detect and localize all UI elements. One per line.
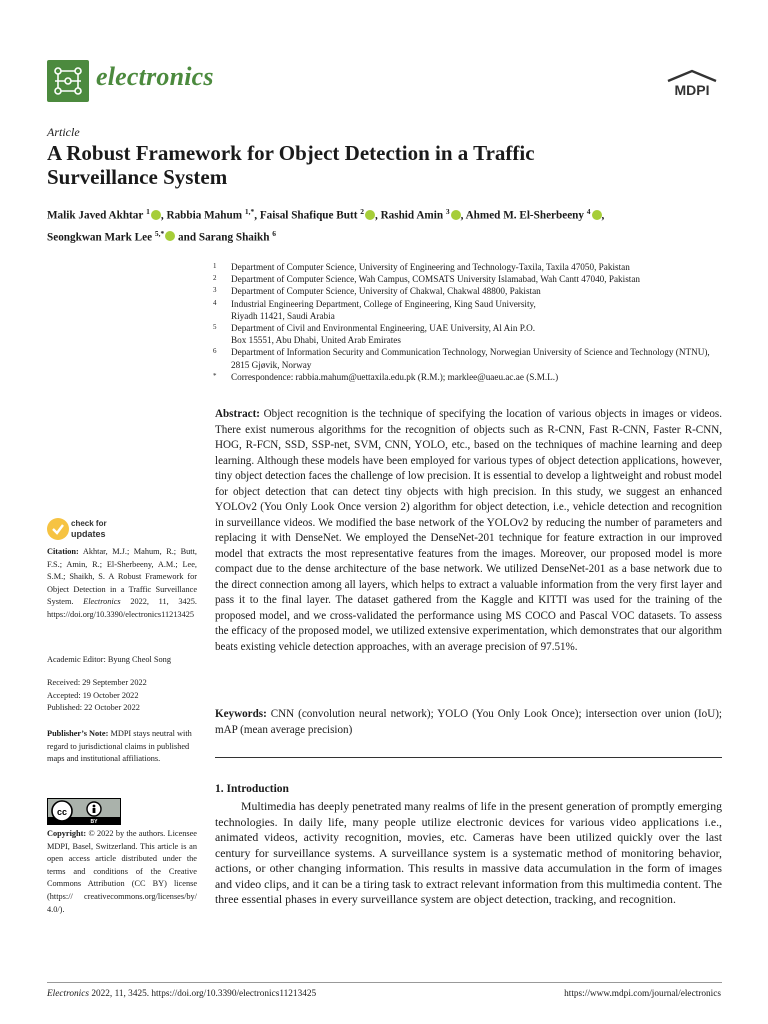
affiliation-item: 3 Department of Computer Science, University of Chakwal, Chakwal 48800, Pakistan xyxy=(213,286,541,297)
mdpi-logo-icon xyxy=(664,69,720,99)
orcid-icon[interactable] xyxy=(451,210,461,220)
author-affil: 2 xyxy=(360,207,364,216)
publication-dates xyxy=(47,677,197,715)
section-divider xyxy=(215,757,722,758)
affiliation-item: 2 Department of Computer Science, Wah Campus, COMSATS University Islamabad, Wah Cantt 47040, Pakistan xyxy=(213,274,641,285)
published-date: Published: 22 October 2022 xyxy=(47,703,140,713)
orcid-icon[interactable] xyxy=(365,210,375,220)
author-line-1: Malik Javed Akhtar $^1$ , Rabbia Mahum $^{1,*}$, Faisal Shafique Butt $^2$ , Rashid Amin $^3$ , Ahmed M. El-Sherbeeny $^4$ , xyxy=(47,207,605,222)
keywords xyxy=(215,707,722,738)
orcid-icon[interactable] xyxy=(165,231,175,241)
affiliation-item: 5 Department of Civil and Environmental Engineering, UAE University, Al Ain P.O. Box 15551, Abu Dhabi, United Arab Emirates xyxy=(213,323,536,346)
footer-divider xyxy=(47,982,722,983)
check-updates-icon[interactable] xyxy=(47,518,69,540)
paper-title xyxy=(47,141,727,189)
abstract xyxy=(215,407,722,655)
abstract-label: Abstract: xyxy=(215,408,260,420)
correspondence[interactable]: * Correspondence: rabbia.mahum@uettaxila.edu.pk (R.M.); marklee@uaeu.ac.ae (S.M.L.) xyxy=(213,371,559,382)
author-name[interactable]: Sarang Shaikh xyxy=(198,231,270,244)
orcid-icon[interactable] xyxy=(592,210,602,220)
journal-logo-icon xyxy=(47,60,89,102)
title-line-2: Surveillance System xyxy=(47,165,228,189)
author-affil: 1 xyxy=(146,207,150,216)
academic-editor: Academic Editor: Byung Cheol Song xyxy=(47,655,171,664)
affiliation-item: 6 Department of Information Security and Communication Technology, Norwegian University of Science and Technology (NTNU), 2815 Gjøvik, Norway xyxy=(213,347,710,370)
orcid-icon[interactable] xyxy=(151,210,161,220)
keywords-text: CNN (convolution neural network); YOLO (You Only Look Once); intersection over union (IoU); mAP (mean average precision) xyxy=(215,708,722,736)
author-affil: 3 xyxy=(445,207,450,216)
introduction-paragraph: Multimedia has deeply penetrated many realms of life in the present generation of promptly emerging technologies. In daily life, many people utilize electronic devices for various video applications i.e., animated videos, activity recognition, movies, etc. Cameras have been utilized quickly over the last century for surveillance systems. A surveillance system is a systematic method of monitoring behavior, actions, or other changing information. This results in massive data accumulation in the form of images and video clips, and it can be a tiring task to extract relevant information from this multimedia content. The three essential phases in every surveillance system are object detection, tracking, and recognition. xyxy=(215,799,722,906)
footer-doi-link[interactable]: 2022, 11, 3425. https://doi.org/10.3390/electronics11213425 xyxy=(91,989,317,999)
affiliation-list xyxy=(213,261,725,383)
check-updates-label[interactable]: updates xyxy=(71,529,106,539)
title-line-1: A Robust Framework for Object Detection in a Traffic xyxy=(47,141,535,165)
publisher-note: Publisher’s Note: MDPI stays neutral with regard to jurisdictional claims in published maps and institutional affiliations. xyxy=(47,729,192,764)
author-affil: 4 xyxy=(586,207,591,216)
author-name[interactable]: Ahmed M. El-Sherbeeny xyxy=(465,209,584,222)
journal-name: electronics xyxy=(96,62,214,91)
author-joiner: and xyxy=(178,231,197,244)
publisher-name: MDPI xyxy=(674,82,710,98)
article-type: Article xyxy=(47,125,80,139)
keywords-label: Keywords: xyxy=(215,708,267,720)
author-list xyxy=(47,203,727,246)
author-affil: 1,* xyxy=(244,207,255,216)
section-heading: 1. Introduction xyxy=(215,783,289,795)
affiliation-item: 4 Industrial Engineering Department, College of Engineering, King Saud University, Riyadh 11421, Saudi Arabia xyxy=(213,298,536,321)
cc-by-license-icon[interactable] xyxy=(47,798,121,825)
accepted-date: Accepted: 19 October 2022 xyxy=(47,690,139,700)
author-name[interactable]: Malik Javed Akhtar xyxy=(47,209,144,222)
citation-doi-link[interactable]: 2022, 11, 3425. https://doi.org/10.3390/electronics11213425 xyxy=(47,597,198,619)
footer-journal-url[interactable]: https://www.mdpi.com/journal/electronics xyxy=(564,989,721,999)
check-updates-label[interactable]: check for xyxy=(71,519,107,528)
svg-text:cc: cc xyxy=(56,807,68,817)
copyright-notice: Copyright: © 2022 by the authors. Licensee MDPI, Basel, Switzerland. This article is an open access article distributed under the terms and conditions of the Creative Commons Attribution (CC BY) license (https:// creativecommons.org/licenses/by/ 4.0/). xyxy=(47,829,197,914)
footer-citation: Electronics 2022, 11, 3425. https://doi.org/10.3390/electronics11213425 xyxy=(47,989,317,999)
affiliation-item: 1 Department of Computer Science, University of Engineering and Technology-Taxila, Taxila 47050, Pakistan xyxy=(213,262,630,272)
svg-text:BY: BY xyxy=(90,819,98,824)
citation-block: Citation: Akhtar, M.J.; Mahum, R.; Butt, F.S.; Amin, R.; El-Sherbeeny, A.M.; Lee, S.M.; Shaikh, S. A Robust Framework for Object Detection in a Traffic Surveillance System. Electronics 2022, 11, 3425. https://doi.org/10.3390/electronics11213425 xyxy=(47,547,198,619)
received-date: Received: 29 September 2022 xyxy=(47,678,147,687)
author-name[interactable]: Rashid Amin xyxy=(380,209,444,222)
author-name[interactable]: Seongkwan Mark Lee xyxy=(47,231,153,244)
abstract-text: Object recognition is the technique of specifying the location of various objects in images or videos. There exist numerous algorithms for the recognition of objects such as R-CNN, Fast R-CNN, Faster R-CNN, HOG, R-FCN, SSD, SSP-net, SVM, CNN, YOLO, etc., based on the techniques of machine learning and deep learning. Although these models have been employed for various types of object detection applications, however, tiny object detection faces the challenge of low precision. It is essential to develop a lightweight and robust model for object detection that can detect tiny objects with high precision. In this study, we suggest an enhanced YOLOv2 (You Only Look Once version 2) algorithm for object detection, i.e., vehicle detection and recognition in surveillance videos. We modified the base network of the YOLOv2 by reducing the number of parameters and replacing it with DenseNet. We employed the DenseNet-201 technique for feature extraction in our improved model that extracts the most representative features from the images. Moreover, our proposed model is more compact due to the dense architecture of the base network. We utilized DenseNet-201 as a base network due to the direct connection among all layers, which helps to extract a valuable information from the very first layer and pass it to the final layer. The dataset gathered from the Kaggle and KITTI was used for the training of the proposed model, and we cross-validated the performance using MS COCO and Pascal VOC datasets. To assess the efficacy of the proposed model, we utilized extensive experimentation, which demonstrates that our algorithm beats existing vehicle detection approaches, with an average precision of 97.51%. xyxy=(215,408,722,653)
author-line-2 xyxy=(47,225,727,247)
author-name[interactable]: Rabbia Mahum xyxy=(166,209,243,222)
author-affil: 5,* xyxy=(154,228,165,238)
author-affil: 6 xyxy=(272,228,276,238)
author-name[interactable]: Faisal Shafique Butt xyxy=(259,209,358,222)
